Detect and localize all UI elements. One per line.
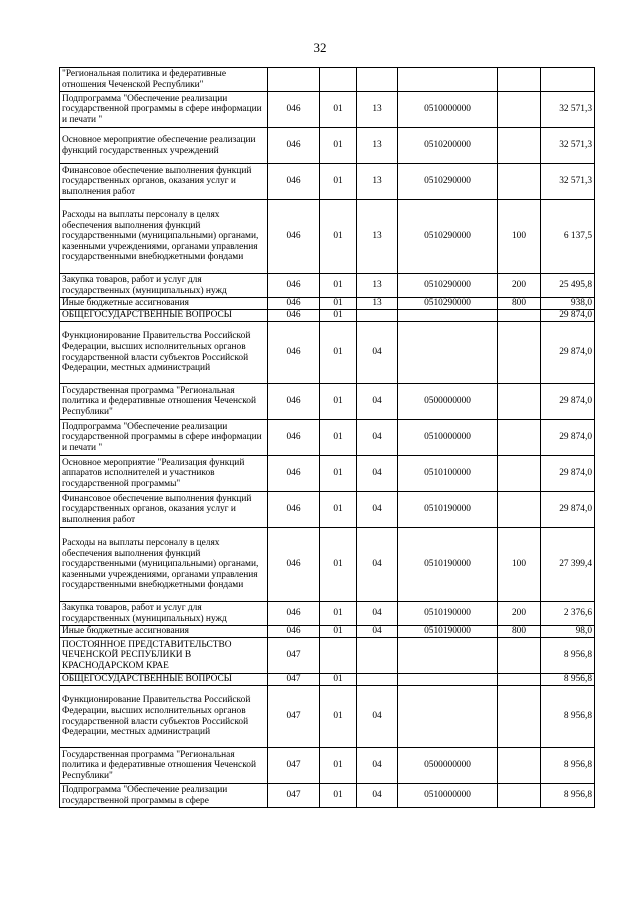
amount: [541, 68, 595, 92]
expense-type-code: [498, 92, 541, 128]
budget-table-body: [60, 68, 595, 808]
expense-type-code: [498, 384, 541, 420]
subsection-code: 13: [357, 200, 398, 274]
amount: 2 376,6: [541, 602, 595, 626]
item-name: Финансовое обеспечение выполнения функций государственных органов, оказания услуг и выполнения работ: [60, 164, 268, 200]
section-code: 01: [320, 528, 357, 602]
table-row: [60, 686, 595, 748]
item-name: Основное мероприятие "Реализация функций аппаратов исполнителей и участников государственной программы": [60, 456, 268, 492]
org-code: 047: [268, 674, 320, 686]
org-code: 046: [268, 200, 320, 274]
table-row: [60, 310, 595, 322]
expense-type-code: [498, 456, 541, 492]
table-row: [60, 674, 595, 686]
expense-type-code: [498, 686, 541, 748]
subsection-code: 04: [357, 748, 398, 784]
item-name: Государственная программа "Региональная политика и федеративные отношения Чеченской Республики": [60, 748, 268, 784]
section-code: 01: [320, 784, 357, 808]
expense-type-code: [498, 322, 541, 384]
amount: 27 399,4: [541, 528, 595, 602]
item-name: ПОСТОЯННОЕ ПРЕДСТАВИТЕЛЬСТВО ЧЕЧЕНСКОЙ РЕСПУБЛИКИ В КРАСНОДАРСКОМ КРАЕ: [60, 638, 268, 674]
table-row: [60, 456, 595, 492]
expense-type-code: [498, 68, 541, 92]
org-code: 046: [268, 164, 320, 200]
target-code: 0510290000: [398, 164, 498, 200]
org-code: 046: [268, 322, 320, 384]
section-code: 01: [320, 748, 357, 784]
section-code: 01: [320, 686, 357, 748]
item-name: Закупка товаров, работ и услуг для государственных (муниципальных) нужд: [60, 602, 268, 626]
item-name: Подпрограмма "Обеспечение реализации государственной программы в сфере информации и печати ": [60, 420, 268, 456]
amount: 29 874,0: [541, 492, 595, 528]
table-row: [60, 298, 595, 310]
org-code: 046: [268, 602, 320, 626]
amount: 29 874,0: [541, 310, 595, 322]
target-code: 0510190000: [398, 492, 498, 528]
org-code: 046: [268, 492, 320, 528]
page-number: 32: [313, 40, 327, 55]
target-code: [398, 68, 498, 92]
item-name: ОБЩЕГОСУДАРСТВЕННЫЕ ВОПРОСЫ: [60, 674, 268, 686]
subsection-code: [357, 68, 398, 92]
amount: 8 956,8: [541, 686, 595, 748]
section-code: 01: [320, 92, 357, 128]
target-code: 0510190000: [398, 602, 498, 626]
org-code: [268, 68, 320, 92]
table-row: [60, 784, 595, 808]
expense-type-code: [498, 420, 541, 456]
target-code: [398, 310, 498, 322]
subsection-code: 04: [357, 322, 398, 384]
section-code: 01: [320, 626, 357, 638]
target-code: [398, 638, 498, 674]
item-name: Основное мероприятие обеспечение реализации функций государственных учреждений: [60, 128, 268, 164]
table-row: [60, 92, 595, 128]
item-name: Расходы на выплаты персоналу в целях обеспечения выполнения функций государственными (муниципальными) органами, казенными учреждениями, органами управления государственными внебюджетными фондами: [60, 528, 268, 602]
table-row: [60, 68, 595, 92]
subsection-code: 04: [357, 528, 398, 602]
table-row: [60, 322, 595, 384]
expense-type-code: 200: [498, 274, 541, 298]
target-code: [398, 322, 498, 384]
amount: 25 495,8: [541, 274, 595, 298]
amount: 8 956,8: [541, 748, 595, 784]
amount: 32 571,3: [541, 92, 595, 128]
section-code: [320, 638, 357, 674]
subsection-code: 04: [357, 686, 398, 748]
table-row: [60, 420, 595, 456]
subsection-code: 04: [357, 626, 398, 638]
amount: 8 956,8: [541, 784, 595, 808]
org-code: 047: [268, 784, 320, 808]
target-code: 0510290000: [398, 274, 498, 298]
subsection-code: 04: [357, 784, 398, 808]
org-code: 047: [268, 686, 320, 748]
subsection-code: 13: [357, 298, 398, 310]
table-row: [60, 626, 595, 638]
expense-type-code: 200: [498, 602, 541, 626]
item-name: Подпрограмма "Обеспечение реализации государственной программы в сфере информации и печати ": [60, 92, 268, 128]
org-code: 047: [268, 638, 320, 674]
subsection-code: 04: [357, 384, 398, 420]
target-code: 0510000000: [398, 784, 498, 808]
amount: 32 571,3: [541, 164, 595, 200]
section-code: 01: [320, 602, 357, 626]
table-row: [60, 128, 595, 164]
item-name: Государственная программа "Региональная политика и федеративные отношения Чеченской Республики": [60, 384, 268, 420]
org-code: 047: [268, 748, 320, 784]
section-code: 01: [320, 456, 357, 492]
section-code: 01: [320, 384, 357, 420]
item-name: Финансовое обеспечение выполнения функций государственных органов, оказания услуг и выполнения работ: [60, 492, 268, 528]
item-name: Закупка товаров, работ и услуг для государственных (муниципальных) нужд: [60, 274, 268, 298]
section-code: [320, 68, 357, 92]
subsection-code: 04: [357, 420, 398, 456]
subsection-code: 04: [357, 492, 398, 528]
section-code: 01: [320, 674, 357, 686]
expense-type-code: 800: [498, 626, 541, 638]
target-code: 0510000000: [398, 420, 498, 456]
subsection-code: 13: [357, 128, 398, 164]
section-code: 01: [320, 492, 357, 528]
table-row: [60, 200, 595, 274]
subsection-code: [357, 674, 398, 686]
subsection-code: 04: [357, 456, 398, 492]
item-name: Функционирование Правительства Российской Федерации, высших исполнительных органов государственной власти субъектов Российской Федерации, местных администраций: [60, 686, 268, 748]
org-code: 046: [268, 420, 320, 456]
amount: 6 137,5: [541, 200, 595, 274]
item-name: Иные бюджетные ассигнования: [60, 298, 268, 310]
target-code: 0510000000: [398, 92, 498, 128]
target-code: 0510290000: [398, 298, 498, 310]
amount: 29 874,0: [541, 384, 595, 420]
subsection-code: 04: [357, 602, 398, 626]
table-row: [60, 528, 595, 602]
table-row: [60, 602, 595, 626]
org-code: 046: [268, 626, 320, 638]
item-name: "Региональная политика и федеративные отношения Чеченской Республики": [60, 68, 268, 92]
amount: 938,0: [541, 298, 595, 310]
item-name: Функционирование Правительства Российской Федерации, высших исполнительных органов государственной власти субъектов Российской Федерации, местных администраций: [60, 322, 268, 384]
item-name: Подпрограмма "Обеспечение реализации государственной программы в сфере: [60, 784, 268, 808]
org-code: 046: [268, 384, 320, 420]
amount: 29 874,0: [541, 420, 595, 456]
org-code: 046: [268, 92, 320, 128]
table-row: [60, 164, 595, 200]
org-code: 046: [268, 528, 320, 602]
expense-type-code: [498, 128, 541, 164]
section-code: 01: [320, 200, 357, 274]
section-code: 01: [320, 274, 357, 298]
target-code: 0500000000: [398, 384, 498, 420]
section-code: 01: [320, 298, 357, 310]
org-code: 046: [268, 274, 320, 298]
org-code: 046: [268, 310, 320, 322]
target-code: [398, 686, 498, 748]
subsection-code: 13: [357, 274, 398, 298]
expense-type-code: [498, 638, 541, 674]
expense-type-code: [498, 310, 541, 322]
subsection-code: 13: [357, 92, 398, 128]
subsection-code: 13: [357, 164, 398, 200]
expense-type-code: [498, 784, 541, 808]
expense-type-code: [498, 674, 541, 686]
table-row: [60, 748, 595, 784]
section-code: 01: [320, 310, 357, 322]
budget-table: [59, 67, 595, 808]
expense-type-code: [498, 164, 541, 200]
target-code: 0510200000: [398, 128, 498, 164]
expense-type-code: 100: [498, 528, 541, 602]
subsection-code: [357, 638, 398, 674]
expense-type-code: [498, 748, 541, 784]
table-row: [60, 638, 595, 674]
subsection-code: [357, 310, 398, 322]
expense-type-code: 800: [498, 298, 541, 310]
org-code: 046: [268, 456, 320, 492]
amount: 8 956,8: [541, 674, 595, 686]
amount: 32 571,3: [541, 128, 595, 164]
amount: 98,0: [541, 626, 595, 638]
section-code: 01: [320, 420, 357, 456]
section-code: 01: [320, 322, 357, 384]
amount: 29 874,0: [541, 456, 595, 492]
table-row: [60, 274, 595, 298]
amount: 8 956,8: [541, 638, 595, 674]
amount: 29 874,0: [541, 322, 595, 384]
target-code: 0500000000: [398, 748, 498, 784]
org-code: 046: [268, 298, 320, 310]
section-code: 01: [320, 128, 357, 164]
expense-type-code: [498, 492, 541, 528]
target-code: [398, 674, 498, 686]
target-code: 0510190000: [398, 626, 498, 638]
org-code: 046: [268, 128, 320, 164]
item-name: ОБЩЕГОСУДАРСТВЕННЫЕ ВОПРОСЫ: [60, 310, 268, 322]
table-row: [60, 384, 595, 420]
expense-type-code: 100: [498, 200, 541, 274]
item-name: Расходы на выплаты персоналу в целях обеспечения выполнения функций государственными (муниципальными) органами, казенными учреждениями, органами управления государственными внебюджетными фондами: [60, 200, 268, 274]
target-code: 0510290000: [398, 200, 498, 274]
item-name: Иные бюджетные ассигнования: [60, 626, 268, 638]
target-code: 0510190000: [398, 528, 498, 602]
target-code: 0510100000: [398, 456, 498, 492]
section-code: 01: [320, 164, 357, 200]
table-row: [60, 492, 595, 528]
